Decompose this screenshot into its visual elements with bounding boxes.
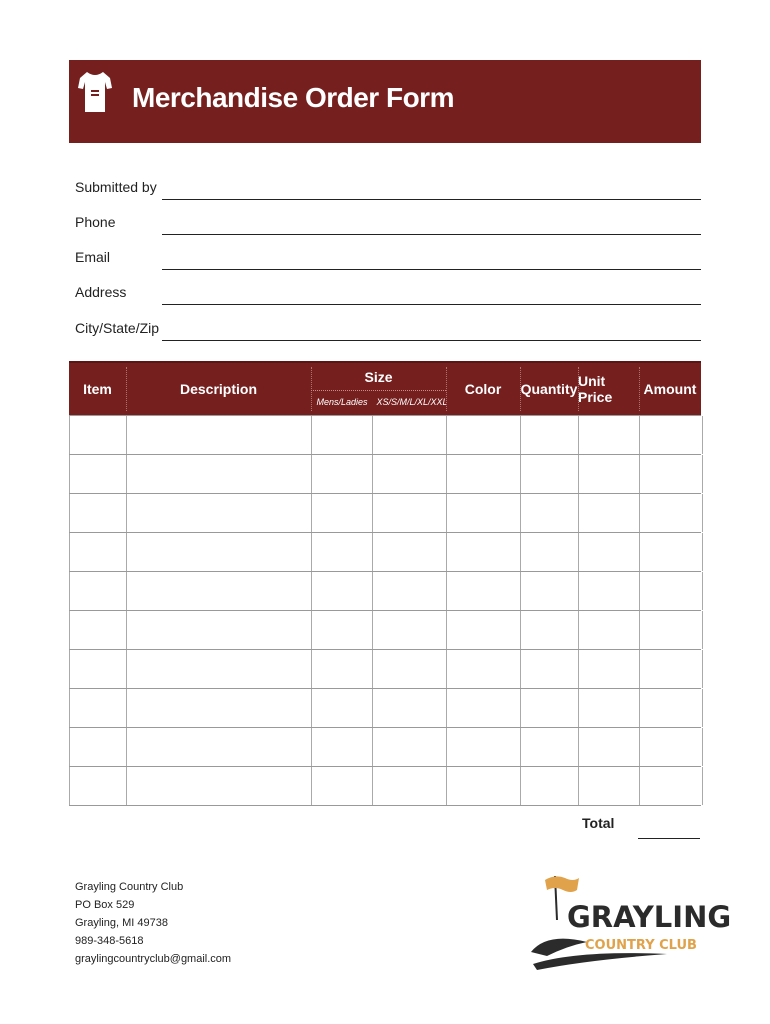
size-mens-ladies-cell[interactable] [311, 611, 373, 649]
address-input-line[interactable] [162, 304, 701, 305]
size-sizes-cell[interactable] [372, 494, 447, 532]
contact-city: Grayling, MI 49738 [75, 917, 168, 929]
quantity-cell[interactable] [520, 650, 579, 688]
address-field[interactable] [75, 284, 701, 306]
email-field[interactable] [75, 249, 701, 271]
size-mens-ladies-cell[interactable] [311, 416, 373, 454]
col-header-item: Item [83, 381, 112, 397]
col-header-quantity: Quantity [520, 381, 578, 397]
item-cell[interactable] [69, 533, 127, 571]
table-row [69, 767, 701, 806]
table-row [69, 611, 701, 650]
submitted-by-field[interactable] [75, 179, 701, 201]
size-mens-ladies-cell[interactable] [311, 728, 373, 766]
description-cell[interactable] [126, 533, 312, 571]
color-cell[interactable] [446, 650, 521, 688]
table-row [69, 650, 701, 689]
table-row [69, 494, 701, 533]
email-label: Email [75, 249, 111, 265]
unit-price-cell[interactable] [578, 728, 640, 766]
grayling-country-club-logo [527, 872, 732, 972]
email-input-line[interactable] [162, 269, 701, 270]
description-cell[interactable] [126, 494, 312, 532]
description-cell[interactable] [126, 728, 312, 766]
order-table [69, 361, 701, 806]
logo-country-club-text: COUNTRY CLUB [585, 938, 697, 953]
col-header-description: Description [179, 381, 257, 397]
size-sizes-cell[interactable] [372, 455, 447, 493]
amount-cell[interactable] [639, 533, 703, 571]
description-cell[interactable] [126, 455, 312, 493]
contact-email: graylingcountryclub@gmail.com [75, 953, 232, 965]
page-title: Merchandise Order Form [132, 82, 454, 113]
unit-price-cell[interactable] [578, 650, 640, 688]
size-sizes-cell[interactable] [372, 689, 447, 727]
phone-field[interactable] [75, 214, 701, 236]
city-state-zip-input-line[interactable] [162, 340, 701, 341]
col-header-unit-price: Unit Price [578, 373, 613, 405]
item-cell[interactable] [69, 416, 127, 454]
size-sizes-cell[interactable] [372, 416, 447, 454]
description-cell[interactable] [126, 611, 312, 649]
unit-price-cell[interactable] [578, 494, 640, 532]
unit-price-cell[interactable] [578, 611, 640, 649]
quantity-cell[interactable] [520, 767, 579, 805]
unit-price-cell[interactable] [578, 689, 640, 727]
submitted-by-input-line[interactable] [162, 199, 701, 200]
quantity-cell[interactable] [520, 494, 579, 532]
quantity-cell[interactable] [520, 728, 579, 766]
quantity-cell[interactable] [520, 416, 579, 454]
quantity-cell[interactable] [520, 611, 579, 649]
unit-price-cell[interactable] [578, 416, 640, 454]
amount-cell[interactable] [639, 611, 703, 649]
amount-cell[interactable] [639, 728, 703, 766]
size-mens-ladies-cell[interactable] [311, 455, 373, 493]
item-cell[interactable] [69, 767, 127, 805]
description-cell[interactable] [126, 572, 312, 610]
quantity-cell[interactable] [520, 533, 579, 571]
form-header [69, 60, 701, 143]
color-cell[interactable] [446, 533, 521, 571]
table-body [69, 415, 701, 806]
unit-price-cell[interactable] [578, 767, 640, 805]
item-cell[interactable] [69, 689, 127, 727]
table-row [69, 533, 701, 572]
size-sizes-cell[interactable] [372, 728, 447, 766]
table-row [69, 689, 701, 728]
contact-name: Grayling Country Club [75, 881, 184, 893]
col-header-amount: Amount [643, 381, 697, 397]
color-cell[interactable] [446, 689, 521, 727]
item-cell[interactable] [69, 572, 127, 610]
unit-price-cell[interactable] [578, 533, 640, 571]
size-mens-ladies-cell[interactable] [311, 689, 373, 727]
description-cell[interactable] [126, 767, 312, 805]
item-cell[interactable] [69, 455, 127, 493]
table-row [69, 572, 701, 611]
size-sizes-cell[interactable] [372, 533, 447, 571]
logo-grayling-text: GRAYLING [567, 900, 732, 934]
quantity-cell[interactable] [520, 572, 579, 610]
quantity-cell[interactable] [520, 455, 579, 493]
amount-cell[interactable] [639, 455, 703, 493]
size-mens-ladies-cell[interactable] [311, 767, 373, 805]
table-row [69, 455, 701, 494]
color-cell[interactable] [446, 494, 521, 532]
color-cell[interactable] [446, 455, 521, 493]
size-mens-ladies-cell[interactable] [311, 494, 373, 532]
amount-cell[interactable] [639, 767, 703, 805]
tshirt-icon [77, 70, 113, 114]
unit-price-cell[interactable] [578, 455, 640, 493]
amount-cell[interactable] [639, 494, 703, 532]
size-sizes-cell[interactable] [372, 572, 447, 610]
submitted-by-label: Submitted by [75, 179, 157, 195]
amount-cell[interactable] [639, 689, 703, 727]
city-state-zip-label: City/State/Zip [75, 320, 160, 336]
amount-cell[interactable] [639, 572, 703, 610]
contact-po-box: PO Box 529 [75, 899, 135, 911]
size-mens-ladies-cell[interactable] [311, 572, 373, 610]
description-cell[interactable] [126, 650, 312, 688]
item-cell[interactable] [69, 728, 127, 766]
unit-price-cell[interactable] [578, 572, 640, 610]
color-cell[interactable] [446, 611, 521, 649]
contact-block [75, 878, 231, 968]
table-row [69, 415, 701, 455]
amount-cell[interactable] [639, 416, 703, 454]
col-header-size-mens-ladies: Mens/Ladies [316, 397, 368, 407]
color-cell[interactable] [446, 728, 521, 766]
city-state-zip-field[interactable] [75, 320, 701, 342]
size-sizes-cell[interactable] [372, 767, 447, 805]
item-cell[interactable] [69, 611, 127, 649]
size-sizes-cell[interactable] [372, 611, 447, 649]
size-mens-ladies-cell[interactable] [311, 650, 373, 688]
description-cell[interactable] [126, 416, 312, 454]
amount-cell[interactable] [639, 650, 703, 688]
color-cell[interactable] [446, 767, 521, 805]
color-cell[interactable] [446, 416, 521, 454]
item-cell[interactable] [69, 650, 127, 688]
quantity-cell[interactable] [520, 689, 579, 727]
total-input-line[interactable] [638, 838, 700, 839]
total-label: Total [582, 815, 615, 831]
description-cell[interactable] [126, 689, 312, 727]
table-header [69, 361, 701, 415]
phone-input-line[interactable] [162, 234, 701, 235]
address-label: Address [75, 284, 127, 300]
contact-phone: 989-348-5618 [75, 935, 144, 947]
color-cell[interactable] [446, 572, 521, 610]
item-cell[interactable] [69, 494, 127, 532]
table-row [69, 728, 701, 767]
size-sizes-cell[interactable] [372, 650, 447, 688]
col-header-size-sizes: XS/S/M/L/XL/XXL [376, 397, 448, 407]
phone-label: Phone [75, 214, 116, 230]
size-mens-ladies-cell[interactable] [311, 533, 373, 571]
col-header-color: Color [464, 381, 502, 397]
col-header-size: Size [364, 369, 393, 385]
